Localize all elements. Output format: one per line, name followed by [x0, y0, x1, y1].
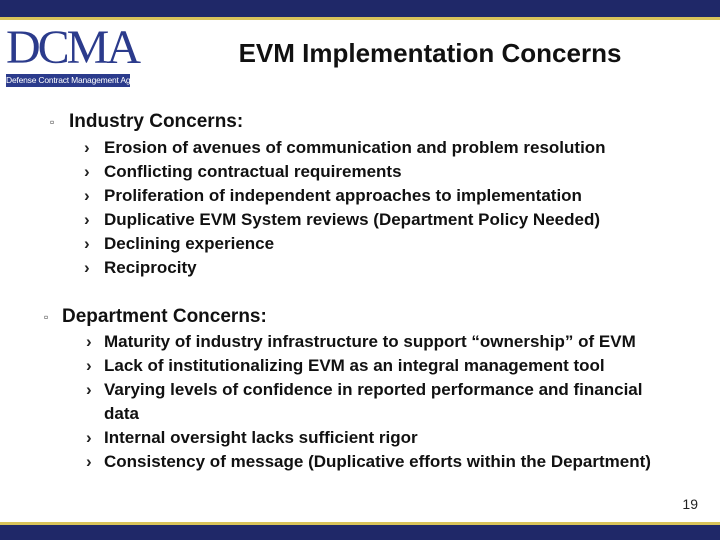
industry-item: Conflicting contractual requirements [104, 162, 402, 181]
page-number: 19 [682, 496, 698, 512]
department-item: Lack of institutionalizing EVM as an integral management tool [104, 356, 605, 375]
slide-title: EVM Implementation Concerns [238, 38, 622, 68]
square-bullet-icon: ▫ [50, 115, 55, 129]
bottom-banner-bar [0, 525, 720, 540]
chevron-icon: › [84, 162, 90, 181]
logo-wordmark: DCMA [6, 21, 139, 74]
chevron-icon: › [86, 380, 92, 399]
department-item: Maturity of industry infrastructure to support “ownership” of EVM [104, 332, 636, 351]
chevron-icon: › [84, 138, 90, 157]
chevron-icon: › [86, 356, 92, 375]
department-heading: Department Concerns: [62, 306, 267, 327]
industry-heading: Industry Concerns: [69, 111, 244, 132]
industry-item: Proliferation of independent approaches to implementation [104, 186, 582, 205]
chevron-icon: › [86, 332, 92, 351]
chevron-icon: › [84, 210, 90, 229]
dcma-logo [6, 21, 148, 90]
square-bullet-icon: ▫ [44, 310, 49, 324]
industry-item: Reciprocity [104, 258, 197, 277]
chevron-icon: › [86, 452, 92, 471]
chevron-icon: › [86, 428, 92, 447]
industry-item: Erosion of avenues of communication and problem resolution [104, 138, 606, 157]
department-item: Consistency of message (Duplicative efforts within the Department) [104, 452, 651, 471]
department-item-continuation: data [104, 404, 139, 423]
chevron-icon: › [84, 186, 90, 205]
industry-item: Duplicative EVM System reviews (Department Policy Needed) [104, 210, 601, 229]
chevron-icon: › [84, 258, 90, 277]
top-banner-bar [0, 0, 720, 17]
chevron-icon: › [84, 234, 90, 253]
industry-item: Declining experience [104, 234, 275, 253]
logo-subtitle: Defense Contract Management Agency [6, 75, 148, 85]
department-item: Internal oversight lacks sufficient rigor [104, 428, 418, 447]
department-item: Varying levels of confidence in reported performance and financial [104, 380, 643, 399]
